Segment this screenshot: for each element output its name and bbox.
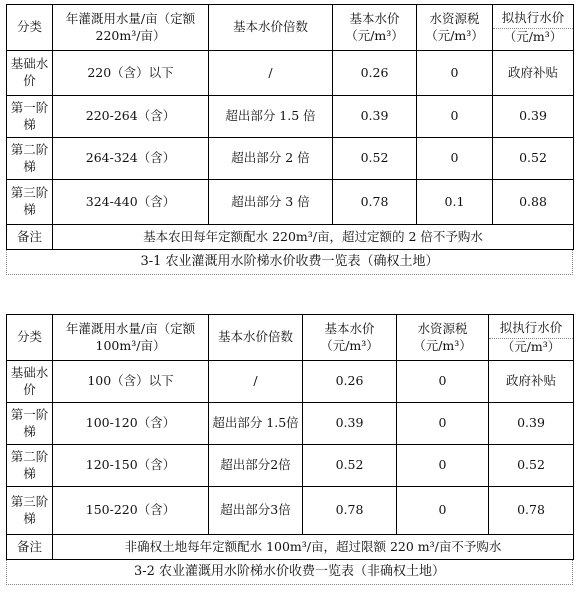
cell-category: 第三阶梯	[7, 180, 53, 225]
cell-multiple: /	[209, 361, 303, 403]
note-text: 基本农田每年定额配水 220m³/亩，超过定额的 2 倍不予购水	[53, 225, 574, 250]
table-header-row	[7, 5, 574, 51]
table-row	[7, 361, 574, 403]
note-row	[7, 535, 574, 560]
header-exec-price-label: 拟执行水价	[493, 10, 573, 29]
header-exec-price	[493, 5, 574, 51]
cell-tax: 0	[397, 487, 489, 535]
cell-volume: 220-264（含）	[53, 96, 209, 138]
note-label: 备注	[7, 225, 53, 250]
cell-base: 0.78	[303, 487, 397, 535]
header-base-price	[303, 315, 397, 361]
header-tax	[397, 315, 489, 361]
header-base-price-label: 基本水价	[324, 320, 375, 336]
cell-base: 0.78	[333, 180, 417, 225]
cell-category: 基础水价	[7, 51, 53, 96]
header-quota: 年灌溉用水量/亩（定额100m³/亩）	[53, 315, 209, 361]
cell-multiple: 超出部分 1.5 倍	[209, 96, 333, 138]
header-tax-unit: （元/m³）	[413, 337, 472, 353]
cell-volume: 264-324（含）	[53, 138, 209, 180]
header-category: 分类	[7, 5, 53, 51]
cell-exec: 0.39	[493, 96, 574, 138]
table-row	[7, 138, 574, 180]
cell-category: 第二阶梯	[7, 138, 53, 180]
cell-tax: 0.1	[417, 180, 493, 225]
header-exec-price-unit: （元/m³）	[501, 338, 561, 354]
cell-exec: 0.78	[489, 487, 574, 535]
table-2-wrapper	[6, 314, 573, 585]
header-tax-label: 水资源税	[417, 320, 468, 336]
cell-multiple: 超出部分 1.5倍	[209, 403, 303, 445]
note-label: 备注	[7, 535, 53, 560]
cell-volume: 220（含）以下	[53, 51, 209, 96]
cell-exec: 0.52	[493, 138, 574, 180]
cell-base: 0.52	[303, 445, 397, 487]
header-base-price-unit: （元/m³）	[320, 337, 379, 353]
cell-base: 0.26	[303, 361, 397, 403]
header-tax	[417, 5, 493, 51]
header-tax-label: 水资源税	[429, 10, 480, 26]
cell-exec: 0.52	[489, 445, 574, 487]
table-row	[7, 180, 574, 225]
header-base-price-unit: （元/m³）	[345, 27, 404, 43]
header-exec-price-label: 拟执行水价	[489, 320, 573, 339]
header-base-price-label: 基本水价	[349, 10, 400, 26]
header-exec-price-unit: （元/m³）	[503, 28, 563, 44]
cell-volume: 324-440（含）	[53, 180, 209, 225]
header-quota: 年灌溉用水量/亩（定额 220m³/亩）	[53, 5, 209, 51]
cell-multiple: 超出部分2倍	[209, 445, 303, 487]
header-category: 分类	[7, 315, 53, 361]
table-caption: 3-1 农业灌溉用水阶梯水价收费一览表（确权土地）	[6, 250, 573, 275]
cell-category: 第一阶梯	[7, 403, 53, 445]
cell-multiple: 超出部分3倍	[209, 487, 303, 535]
cell-tax: 0	[417, 51, 493, 96]
cell-tax: 0	[397, 361, 489, 403]
cell-exec: 政府补贴	[489, 361, 574, 403]
table-caption: 3-2 农业灌溉用水阶梯水价收费一览表（非确权土地）	[6, 560, 573, 585]
cell-category: 第二阶梯	[7, 445, 53, 487]
cell-category: 第三阶梯	[7, 487, 53, 535]
cell-exec: 0.39	[489, 403, 574, 445]
cell-category: 第一阶梯	[7, 96, 53, 138]
cell-base: 0.39	[333, 96, 417, 138]
cell-tax: 0	[417, 96, 493, 138]
cell-multiple: 超出部分 3 倍	[209, 180, 333, 225]
cell-multiple: 超出部分 2 倍	[209, 138, 333, 180]
cell-volume: 100-120（含）	[53, 403, 209, 445]
table-2	[6, 314, 574, 560]
header-base-price	[333, 5, 417, 51]
cell-base: 0.26	[333, 51, 417, 96]
table-row	[7, 445, 574, 487]
cell-volume: 150-220（含）	[53, 487, 209, 535]
cell-base: 0.39	[303, 403, 397, 445]
table-1-wrapper	[6, 4, 573, 275]
cell-volume: 120-150（含）	[53, 445, 209, 487]
cell-multiple: /	[209, 51, 333, 96]
cell-exec: 政府补贴	[493, 51, 574, 96]
cell-tax: 0	[397, 445, 489, 487]
table-row	[7, 403, 574, 445]
note-row	[7, 225, 574, 250]
header-tax-unit: （元/m³）	[425, 27, 484, 43]
table-header-row	[7, 315, 574, 361]
header-exec-price	[489, 315, 574, 361]
table-row	[7, 487, 574, 535]
cell-volume: 100（含）以下	[53, 361, 209, 403]
table-row	[7, 51, 574, 96]
cell-tax: 0	[397, 403, 489, 445]
header-multiple: 基本水价倍数	[209, 5, 333, 51]
cell-tax: 0	[417, 138, 493, 180]
cell-exec: 0.88	[493, 180, 574, 225]
cell-category: 基础水价	[7, 361, 53, 403]
table-1	[6, 4, 574, 250]
header-multiple: 基本水价倍数	[209, 315, 303, 361]
table-row	[7, 96, 574, 138]
note-text: 非确权土地每年定额配水 100m³/亩，超过限额 220 m³/亩不予购水	[53, 535, 574, 560]
cell-base: 0.52	[333, 138, 417, 180]
